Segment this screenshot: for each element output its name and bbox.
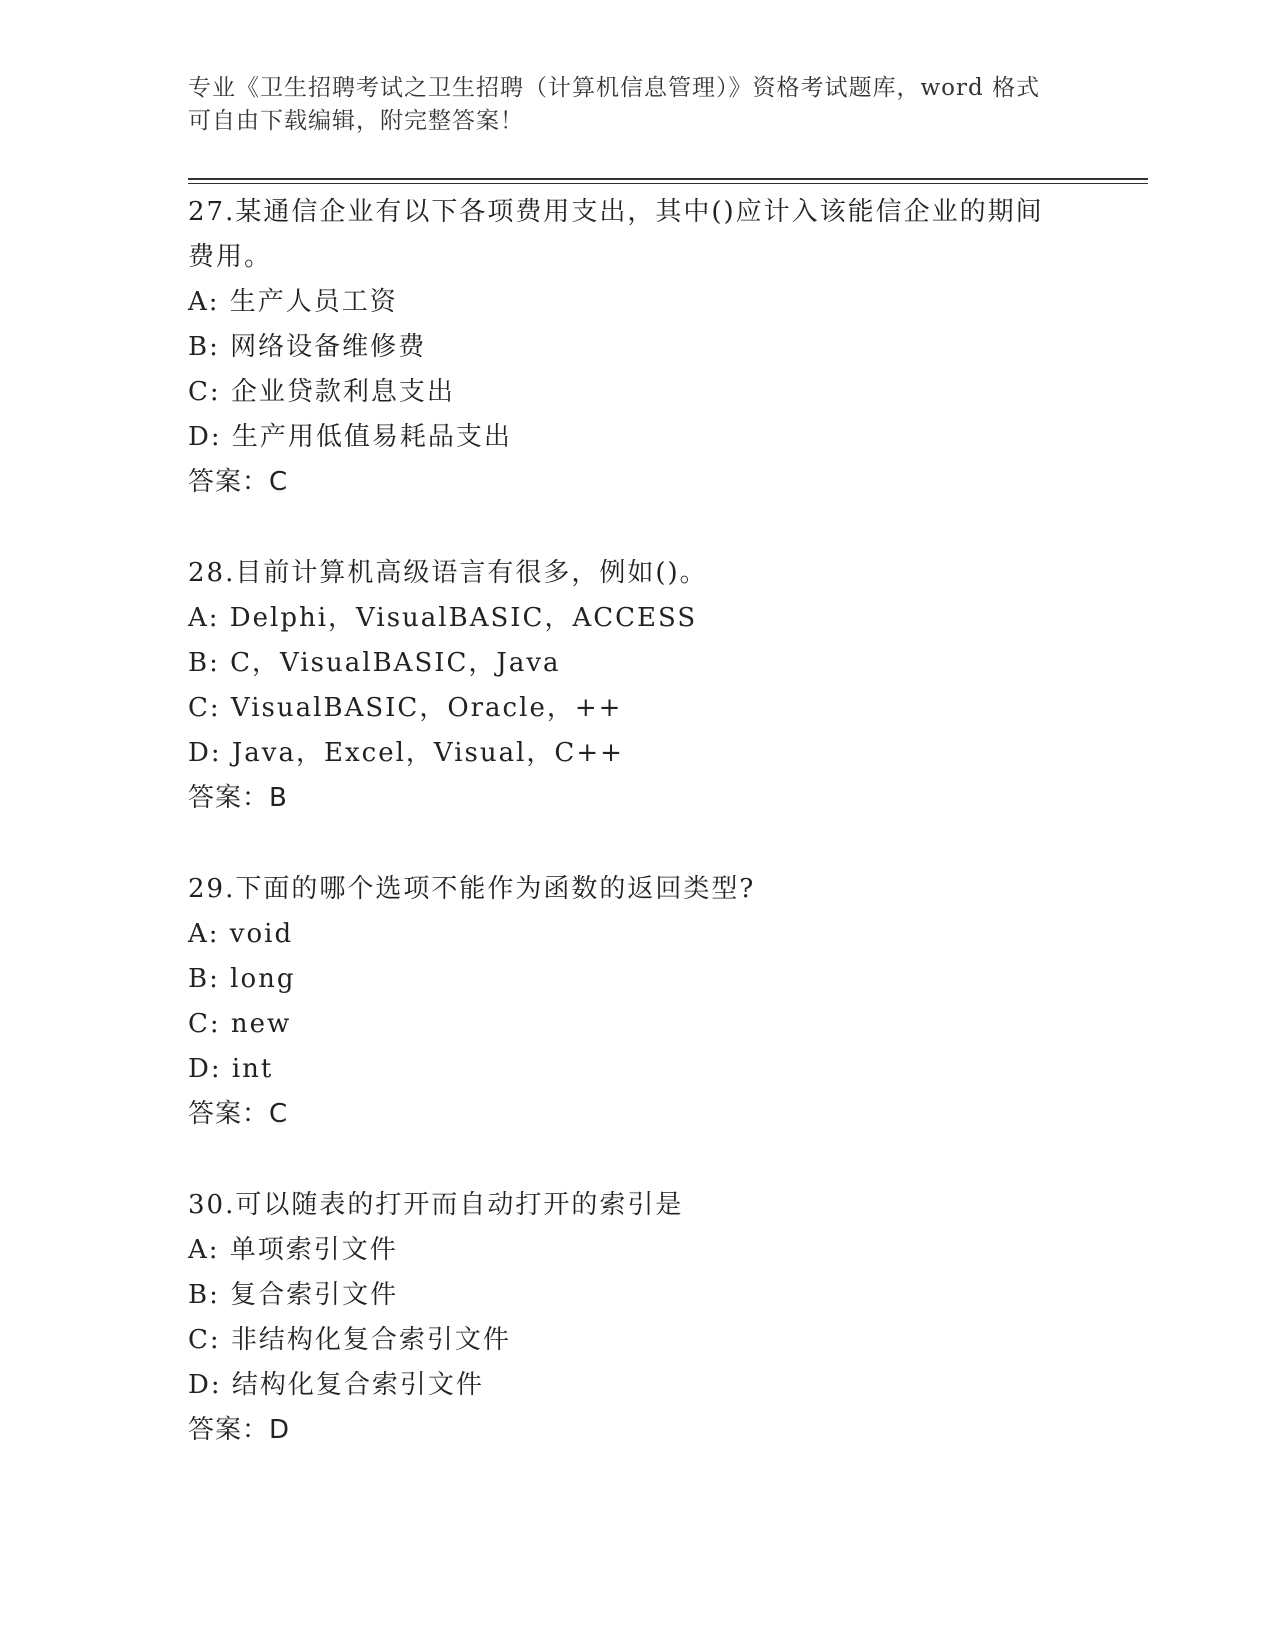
option-a: A: Delphi，VisualBASIC，ACCESS	[188, 603, 698, 633]
option-a: A: 单项索引文件	[188, 1235, 398, 1265]
option-d: D: Java，Excel，Visual，C++	[188, 738, 624, 768]
question-29	[188, 867, 1088, 1137]
option-c: C: VisualBASIC，Oracle，++	[188, 693, 623, 723]
question-list	[188, 190, 1088, 1453]
question-27	[188, 190, 1088, 505]
question-stem-continued: 费用。	[188, 242, 273, 272]
document-header	[188, 72, 1068, 138]
divider-thin	[188, 183, 1148, 184]
option-b: B: 网络设备维修费	[188, 332, 427, 362]
option-d: D: 生产用低值易耗品支出	[188, 422, 512, 452]
answer: 答案：C	[188, 467, 289, 497]
header-line-2: 可自由下载编辑，附完整答案！	[188, 108, 524, 134]
option-a: A: 生产人员工资	[188, 287, 398, 317]
option-c: C: 非结构化复合索引文件	[188, 1325, 511, 1355]
option-b: B: C，VisualBASIC，Java	[188, 648, 561, 678]
option-d: D: 结构化复合索引文件	[188, 1370, 484, 1400]
question-stem: 28.目前计算机高级语言有很多，例如()。	[188, 558, 708, 588]
question-stem: 30.可以随表的打开而自动打开的索引是	[188, 1190, 684, 1220]
option-c: C: 企业贷款利息支出	[188, 377, 455, 407]
answer: 答案：D	[188, 1415, 291, 1445]
answer: 答案：B	[188, 783, 288, 813]
option-c: C: new	[188, 1009, 292, 1039]
question-stem: 27.某通信企业有以下各项费用支出，其中()应计入该能信企业的期间	[188, 197, 1044, 227]
header-line-1: 专业《卫生招聘考试之卫生招聘（计算机信息管理）》资格考试题库，word 格式	[188, 75, 1041, 101]
option-d: D: int	[188, 1054, 274, 1084]
answer: 答案：C	[188, 1099, 289, 1129]
option-b: B: 复合索引文件	[188, 1280, 399, 1310]
question-28	[188, 551, 1088, 821]
question-stem: 29.下面的哪个选项不能作为函数的返回类型?	[188, 874, 756, 904]
header-divider	[188, 178, 1148, 184]
option-b: B: long	[188, 964, 296, 994]
option-a: A: void	[188, 919, 294, 949]
question-30	[188, 1183, 1088, 1453]
divider-thick	[188, 178, 1148, 180]
